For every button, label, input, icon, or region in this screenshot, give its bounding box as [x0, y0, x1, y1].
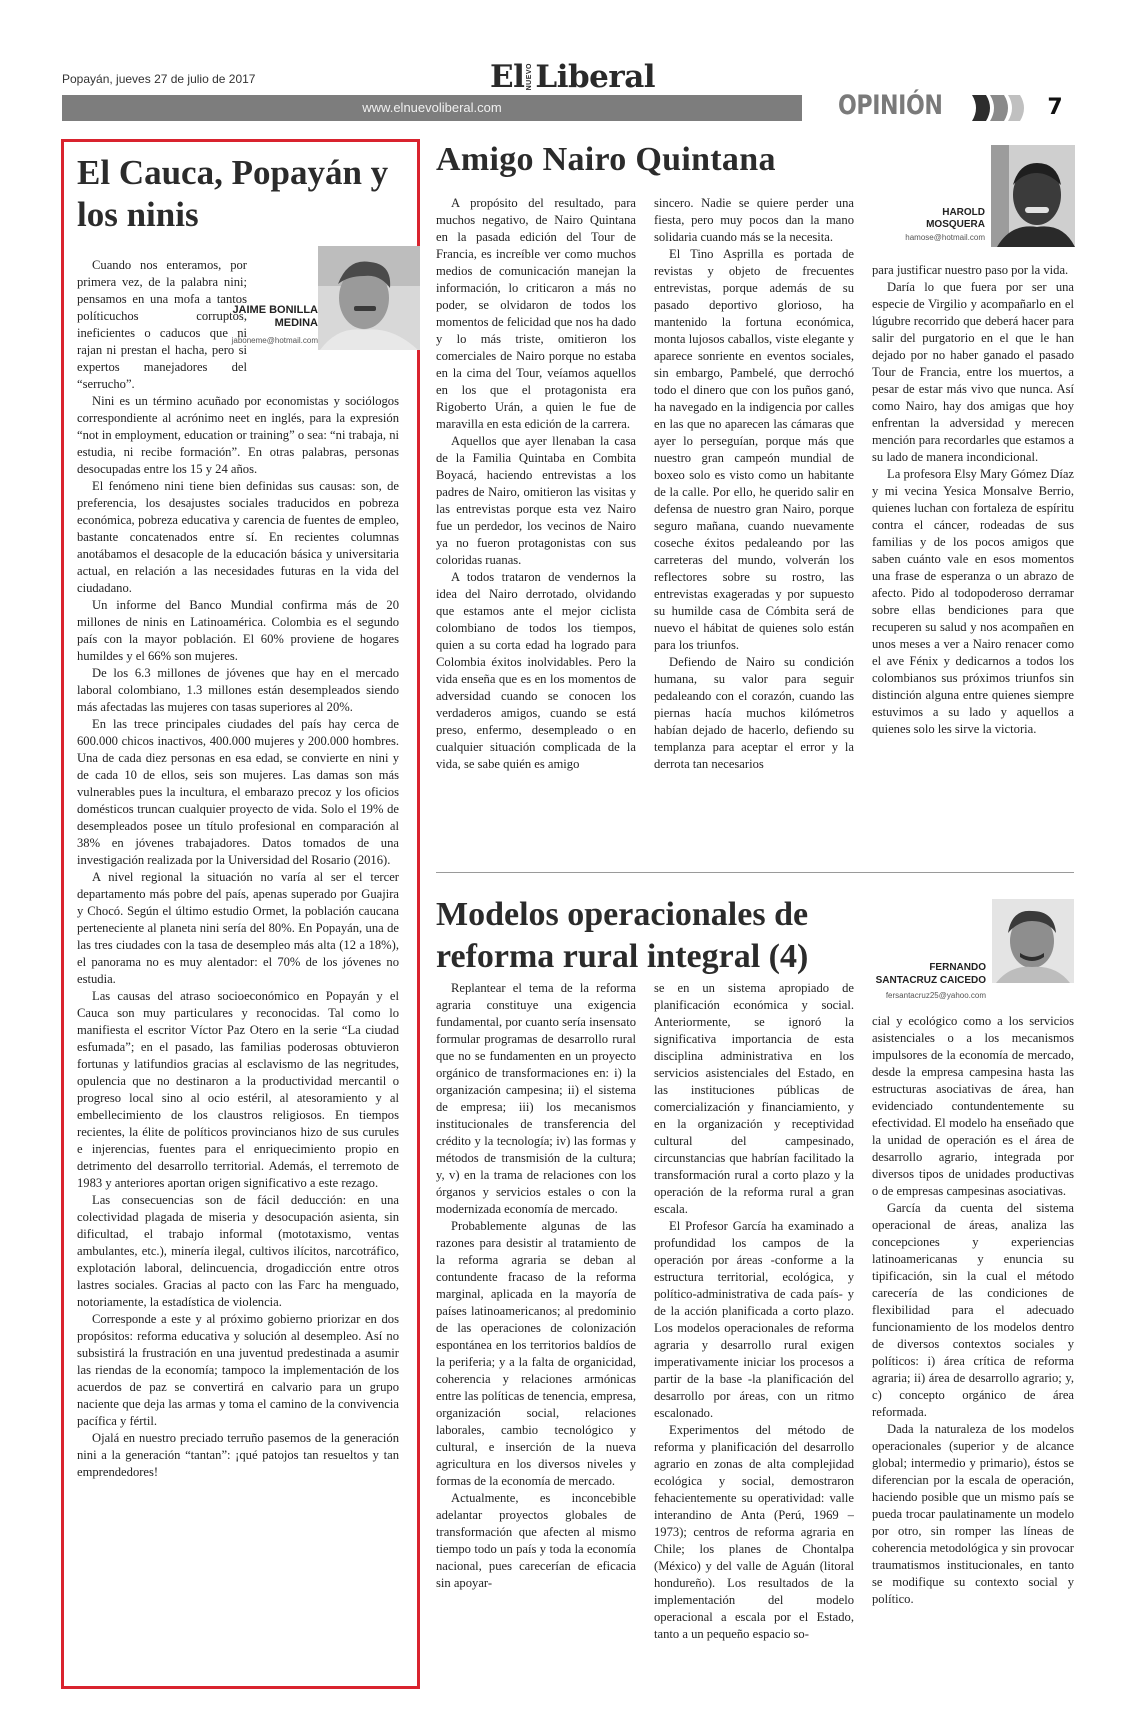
- publication-date: Popayán, jueves 27 de julio de 2017: [62, 72, 256, 86]
- paragraph: Defiendo de Nairo su condición humana, su valor para seguir pedaleando con el corazón, cuando las piernas hacía muchos kilómetros habían dejado de hacerlo, defiendo su templanza para aceptar el error y la derrota tan necesarios: [654, 655, 854, 771]
- paragraph: Cuando nos enteramos, por primera vez, de la palabra nini; pensamos en una mofa a tantos políticuchos corruptos, ineficientes o caducos que ni rajan ni prestan el hacha, pero si expertos manejadores del “serrucho”.: [77, 258, 247, 391]
- author-name: HAROLD MOSQUERA: [926, 207, 985, 230]
- paragraph: Dada la naturaleza de los modelos operacionales (superior y de alcance global; intermedio y primario), éstos se diferencian por la escala de operación, haciendo posible que un mismo país se pueda trocar paulatinamente un modelo por otro, sin romper las líneas de coherencia metodológica y sin provocar traumatismos institucionales, en tanto se modifique su contexto social y político.: [872, 1422, 1074, 1606]
- author-byline-santacruz: [870, 899, 1074, 1001]
- author-name: FERNANDO SANTACRUZ CAICEDO: [875, 962, 986, 986]
- paragraph: El Tino Asprilla es portada de revistas y objeto de frecuentes entrevistas, porque además de su pasado deportivo glorioso, ha mantenido la fortuna económica, monta lujosos caballos, viste elegante y aparece sonriente en eventos sociales, sin embargo, Pambelé, que derrochó todo el dinero que con los puños ganó, ha navegado en la indigencia por calles en las que no aparecen las cámaras que ayer lo perseguían, porque más que nuestro gran campeón mundial de boxeo solo es visto como un habitante de la calle. Por ello, he querido salir en defensa de nuestro gran Nairo, porque seguro mañana, cuando nuevamente coseche éxitos pedaleando por las carreteras del mundo, volverán los reflectores sobre su rostro, las entrevistas exageradas y por supuesto su humilde casa de Cómbita será de nuevo el hábitat de quienes solo están para los triunfos.: [654, 247, 854, 652]
- paragraph: A todos trataron de vendernos la idea del Nairo derrotado, olvidando que estamos ante el mejor ciclista colombiano de todos los tiempos, quien a su corta edad ha logrado para Colombia éxitos inolvidables. Pero la vida enseña que es en los momentos de adversidad cuando se conocen los verdaderos amigos, cuando se está preso, enfermo, desempleado o en cualquier situación complicada de la vida, se sabe quién es amigo: [436, 570, 636, 771]
- header-bar: [62, 95, 802, 121]
- paragraph: cial y ecológico como a los servicios asistenciales o a los mecanismos impulsores de la economía de mercado, desde la empresa campesina hasta las estructuras asociativas de área, han evidenciado contundentemente su efectividad. El modelo ha enseñado que la unidad de operación es el área de desarrollo agrario, integrada por diversos tipos de unidades productivas o de empresas campesinas asociativas.: [872, 1014, 1074, 1198]
- paragraph: De los 6.3 millones de jóvenes que hay en el mercado laboral colombiano, 1.3 millones están desempleados siendo más afectadas las mujeres con tasas superiores al 20%.: [77, 666, 399, 714]
- article-body-reforma-col2: [654, 980, 854, 1680]
- paragraph: Las causas del atraso socioeconómico en Popayán y el Cauca son muy particulares y reconocidas. Tal como lo manifiesta el escritor Víctor Paz Otero en la serie “La ciudad esfumada”; en el pasado, las familias poderosas obtuvieron fortunas y latifundios gracias al esclavismo de las negritudes, opulencia que no destinaron a la productividad mercantil o progreso local sino al ocio estéril, al atesoramiento y al embellecimiento de los claustros religiosos. En tiempos recientes, la élite de políticos provincianos hizo de sus curules e injerencias, fuentes para el enriquecimiento propio en detrimento del desarrollo territorial. Además, el terremoto de 1983 y anteriores aportan origen significativo a este rezago.: [77, 989, 399, 1190]
- paragraph: sincero. Nadie se quiere perder una fiesta, pero muy pocos dan la mano solidaria cuando más se la necesita.: [654, 196, 854, 244]
- paragraph: se en un sistema apropiado de planificación económica y social. Anteriormente, se ignoró la significativa importancia de esta disciplina administrativa en los servicios asistenciales del Estado, en las instituciones públicas de comercialización y financiamiento, y en la organización y receptividad cultural del campesinado, circunstancias que habrían facilitado la transformación rural a corto plazo y la operación de la reforma rural a gran escala.: [654, 981, 854, 1216]
- author-email: fersantacruz25@yahoo.com: [885, 991, 986, 1000]
- section-label: OPINIÓN: [838, 90, 943, 121]
- author-email: hamose@hotmail.com: [905, 233, 985, 242]
- paragraph: El fenómeno nini tiene bien definidas sus causas: son, de preferencia, los desajustes sociales traducidos en pobreza económica, pobreza educativa y carencia de fuentes de empleo, bastante concatenados entre sí. En recientes columnas anotábamos el desacople de la educación básica y universitaria actual, en relación a las necesidades futuras en la vida del ciudadano.: [77, 479, 399, 595]
- paragraph: Actualmente, es inconcebible adelantar proyectos globales de transformación que afecten al mismo tiempo todo un país y toda la economía nacional, pues carecerían de eficacia sin apoyar-: [436, 1491, 636, 1590]
- article-title-reforma: Modelos operacionales de reforma rural integral (4): [436, 896, 809, 975]
- paragraph: Experimentos del método de reforma y planificación del desarrollo agrario en zonas de alta complejidad ecológica y social, demostraron fehacientemente su operatividad: valle interandino de Anta (Perú, 1969 – 1973); centros de reforma agraria en Chile; los planes de Chontalpa (México) y del valle de Aguán (litoral hondureño). Los resultados de la implementación del modelo operacional a escala por el Estado, tanto a un pequeño espacio so-: [654, 1423, 854, 1641]
- page-number: 7: [1036, 95, 1074, 121]
- article-title-nairo: Amigo Nairo Quintana: [436, 141, 776, 178]
- author-photo: [991, 145, 1075, 247]
- paragraph: para justificar nuestro paso por la vida.: [872, 263, 1069, 277]
- masthead-nuevo: NUEVO: [526, 63, 534, 91]
- website-url: www.elnuevoliberal.com: [362, 100, 502, 115]
- paragraph: Daría lo que fuera por ser una especie de Virgilio y acompañarlo en el lúgubre recorrido que deberá hacer para salir del purgatorio en el que le han dejado por no haber ganado el pasado Tour de Francia, entre los muertos, a pesar de estar más vivo que nunca. Así como Nairo, hay dos amigas que hoy enfrentan la adversidad y merecen mención para recordarles que estamos a su lado de manera incondicional.: [872, 280, 1074, 464]
- paragraph: Corresponde a este y al próximo gobierno priorizar en dos propósitos: reforma educativa y solución al desempleo. Así no subsistirá la frustración en una juventud predestinada a asumir las riendas de la economía; tampoco la implementación de los acuerdos de paz se convertirá en calvario para un grupo naciente que deja las armas y toma el camino de la convivencia pacífica y fértil.: [77, 1312, 399, 1428]
- paragraph: Probablemente algunas de las razones para desistir al tratamiento de la reforma agraria se deban al contundente fracaso de la reforma marginal, aplicada en la mayoría de países latinoamericanos; al predominio de las operaciones de colonización espontánea en los territorios baldíos de la periferia; y a la falta de organicidad, coherencia y relaciones armónicas entre las políticas de tenencia, empresa, organización social, relaciones laborales, cambio tecnológico y cultural, e inserción de la nueva agricultura en los diversos niveles y formas de la economía de mercado.: [436, 1219, 636, 1488]
- article-body-reforma-col1: [436, 980, 636, 1680]
- author-name: JAIME BONILLA MEDINA: [232, 304, 318, 329]
- newspaper-masthead: [490, 58, 655, 96]
- paragraph: A nivel regional la situación no varía al ser el tercer departamento más pobre del país, apenas superado por Guajira y Chocó. Según el último estudio Ormet, la población caucana perteneciente al planeta nini sería del 80%. En Popayán, una de las tres ciudades con la tasa de desempleo más alta (12 a 18%), el panorama no es muy alentador: el 70% de los jóvenes no estudia.: [77, 870, 399, 986]
- author-photo: [992, 899, 1074, 983]
- article-body-reforma-col3: [872, 1013, 1074, 1680]
- article-body-nairo-col3: [872, 262, 1074, 855]
- author-email: jaboneme@hotmail.com: [231, 336, 318, 345]
- article-body-nairo-col1: [436, 195, 636, 855]
- article-body-cauca: [77, 257, 399, 1687]
- paragraph: Ojalá en nuestro preciado terruño pasemos de la generación nini a la generación “tantan”: ¡qué patojos tan resueltos y tan emprendedores!: [77, 1431, 399, 1479]
- paragraph: García da cuenta del sistema operacional de áreas, analiza las concepciones y experiencias latinoamericanas y enuncia su tipificación, sin la cual el método carecería de las condiciones de flexibilidad para el adecuado funcionamiento de los modelos dentro de diversos contextos sociales y políticos: i) área crítica de reforma agraria; ii) área de desarrollo agrario; y, c) concepto orgánico de área reformada.: [872, 1201, 1074, 1419]
- masthead-el: El: [490, 58, 525, 95]
- paragraph: En las trece principales ciudades del país hay cerca de 600.000 chicos inactivos, 400.000 mujeres y 200.000 hombres. Una de cada diez personas en esa edad, se convierte en nini y de cada 10 de ellos, seis son mujeres. Las damas son más vulnerables pues la incultura, el embarazo precoz y los oficios domésticos truncan cualquier proyecto de vida. Solo el 19% de desempleados posee un título profesional en comparación al 38% en jóvenes trabajadores. Datos tomados de una investigación realizada por la Universidad del Rosario (2016).: [77, 717, 399, 867]
- article-title-cauca: El Cauca, Popayán y los ninis: [77, 153, 389, 234]
- author-byline-mosquera: [905, 145, 1075, 251]
- section-divider: [436, 872, 1074, 873]
- paragraph: El Profesor García ha examinado a profundidad los campos de la operación por áreas -conforme a la estructura territorial, ecológica, y político-administrativa de cada país- y de la acción planificada a corto plazo. Los modelos operacionales de reforma agraria y desarrollo rural exigen imperativamente iniciar los procesos a partir de la base -la planificación del desarrollo por áreas, con un ritmo escalonado.: [654, 1219, 854, 1420]
- paragraph: La profesora Elsy Mary Gómez Díaz y mi vecina Yesica Monsalve Berrio, quienes luchan con fortaleza de espíritu contra el cáncer, rodeadas de sus familias y de los pocos amigos que saben cuánto vale en esos momentos una frase de esperanza o un abrazo de afecto. Pido al todopoderoso derramar sobre ellas bendiciones para que recuperen su salud y nos acompañen en unos meses a ver a Nairo renacer como el ave Fénix y dedicarnos a todos los colombianos sus próximos triunfos sin distinción alguna entre quienes siempre estuvimos a su lado y aquellos a quienes solo les sirve la victoria.: [872, 467, 1074, 736]
- paragraph: Nini es un término acuñado por economistas y sociólogos correspondiente al acrónimo neet en inglés, para la expresión “not in employment, education or training” o sea: “ni trabaja, ni estudia, ni recibe formación”. En otras palabras, personas desocupadas entre los 15 y 24 años.: [77, 394, 399, 476]
- paragraph: Replantear el tema de la reforma agraria constituye una exigencia fundamental, por cuanto sería insensato formular programas de desarrollo rural que no se fundamenten en un proyecto orgánico de transformaciones en: i) la organización campesina; ii) el sistema de empresa; iii) los mecanismos institucionales de transferencia del crédito y la tecnología; iv) las formas y métodos de transmisión de la cultura; y, v) en la trama de relaciones con los órganos y servicios estales o con la modernizada economía de mercado.: [436, 981, 636, 1216]
- paragraph: A propósito del resultado, para muchos negativo, de Nairo Quintana en la pasada edición del Tour de Francia, es increíble ver como muchos medios de comunicación manejan la información, lo criticaron a más no poder, se olvidaron de todos los momentos de felicidad que nos ha dado y lo más triste, omitieron los comerciales de Nairo porque no estaba en la cima del Tour, veíamos aquellos en los que el protagonista era Rigoberto Urán, a quien le fue de maravilla en esta edición de la carrera.: [436, 196, 636, 431]
- article-body-nairo-col2: [654, 195, 854, 855]
- section-stripes-icon: [972, 95, 1034, 121]
- masthead-liberal: Liberal: [535, 58, 656, 95]
- paragraph: Aquellos que ayer llenaban la casa de la Familia Quintaba en Combita Boyacá, haciendo entrevistas a los padres de Nairo, omitieron las visitas y las entrevistas porque esta vez Nairo fue un perdedor, los vecinos de Nairo ya no fueron protagonistas con sus coloridas ruanas.: [436, 434, 636, 567]
- paragraph: Un informe del Banco Mundial confirma más de 20 millones de ninis en Latinoamérica. Colombia es el segundo país con la mayor población. El 60% proviene de hogares humildes y el 66% son mujeres.: [77, 598, 399, 663]
- paragraph: Las consecuencias son de fácil deducción: en una colectividad plagada de miseria y desocupación asienta, sin dificultad, el trabajo informal (mototaxismo, ventas ambulantes, etc.), minería ilegal, cultivos ilícitos, narcotráfico, explotación laboral, delincuencia, drogadicción entre otros lastres sociales. Gracias al pacto con las Farc ha menguado, notoriamente, la estadística de violencia.: [77, 1193, 399, 1309]
